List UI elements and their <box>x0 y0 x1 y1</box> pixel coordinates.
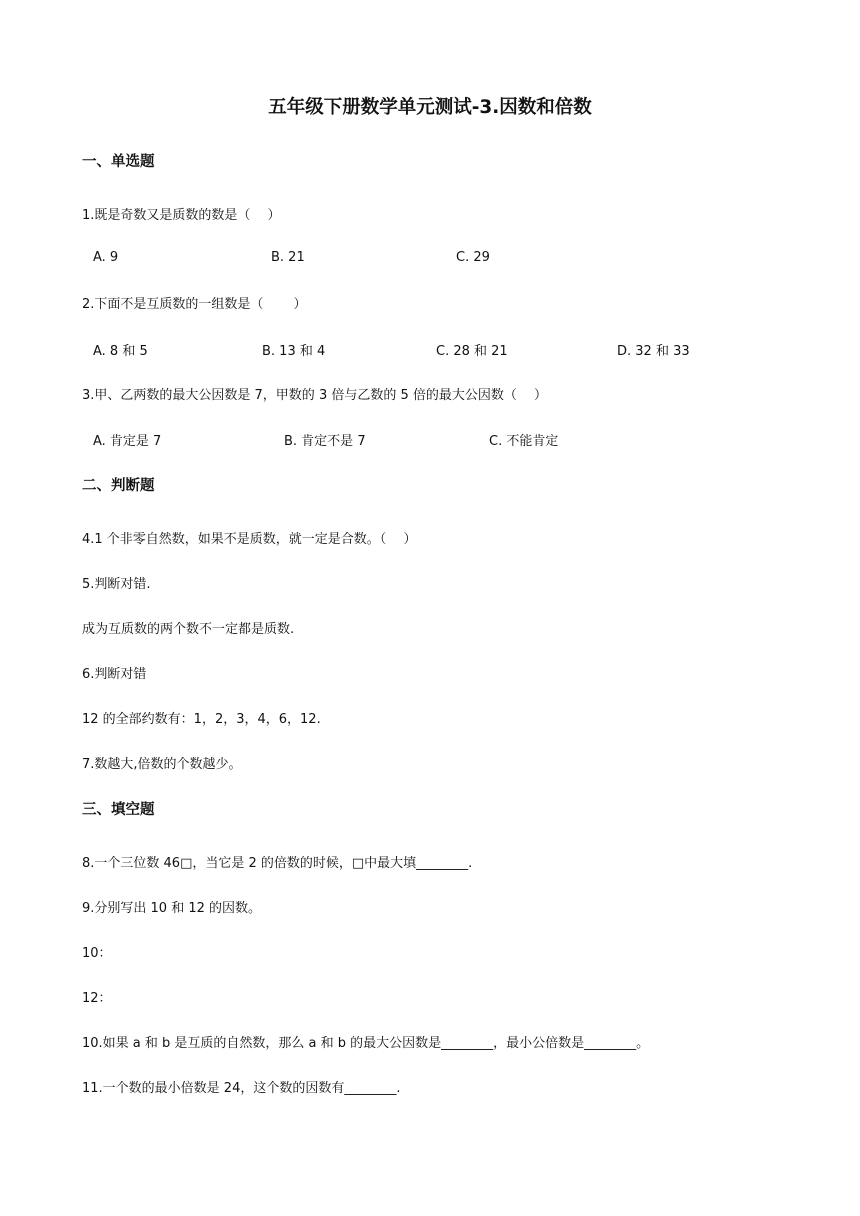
q3-option-c: C. 不能肯定 <box>489 434 559 449</box>
question-3: 3.甲、乙两数的最大公因数是 7，甲数的 3 倍与乙数的 5 倍的最大公因数（ ） <box>82 388 548 403</box>
question-4: 4.1 个非零自然数，如果不是质数，就一定是合数。（ ） <box>82 532 417 547</box>
question-7: 7.数越大,倍数的个数越少。 <box>82 757 242 772</box>
question-2: 2.下面不是互质数的一组数是（ ） <box>82 297 307 312</box>
q1-option-a: A. 9 <box>93 250 119 265</box>
question-8: 8.一个三位数 46□，当它是 2 的倍数的时候，□中最大填________. <box>82 856 473 871</box>
q3-option-a: A. 肯定是 7 <box>93 434 162 449</box>
question-9-line-10: 10： <box>82 946 112 961</box>
section-heading-true-false: 二、判断题 <box>82 478 155 494</box>
q1-option-b: B. 21 <box>271 250 305 265</box>
question-11: 11.一个数的最小倍数是 24，这个数的因数有________. <box>82 1081 401 1096</box>
q2-option-a: A. 8 和 5 <box>93 344 148 359</box>
question-1: 1.既是奇数又是质数的数是（ ） <box>82 208 281 223</box>
q2-option-c: C. 28 和 21 <box>436 344 508 359</box>
question-6-statement: 12 的全部约数有：1，2，3，4，6，12. <box>82 712 321 727</box>
q1-option-c: C. 29 <box>456 250 490 265</box>
question-9-line-12: 12： <box>82 991 112 1006</box>
question-9: 9.分别写出 10 和 12 的因数。 <box>82 901 262 916</box>
q2-option-d: D. 32 和 33 <box>617 344 690 359</box>
question-5-statement: 成为互质数的两个数不一定都是质数. <box>82 622 295 637</box>
page-title: 五年级下册数学单元测试-3.因数和倍数 <box>268 97 592 118</box>
question-10: 10.如果 a 和 b 是互质的自然数，那么 a 和 b 的最大公因数是________，最小公倍数是________。 <box>82 1036 650 1051</box>
q3-option-b: B. 肯定不是 7 <box>284 434 366 449</box>
question-6: 6.判断对错 <box>82 667 147 682</box>
question-5: 5.判断对错. <box>82 577 151 592</box>
section-heading-single-choice: 一、单选题 <box>82 154 155 170</box>
q2-option-b: B. 13 和 4 <box>262 344 326 359</box>
section-heading-fill-blank: 三、填空题 <box>82 802 155 818</box>
